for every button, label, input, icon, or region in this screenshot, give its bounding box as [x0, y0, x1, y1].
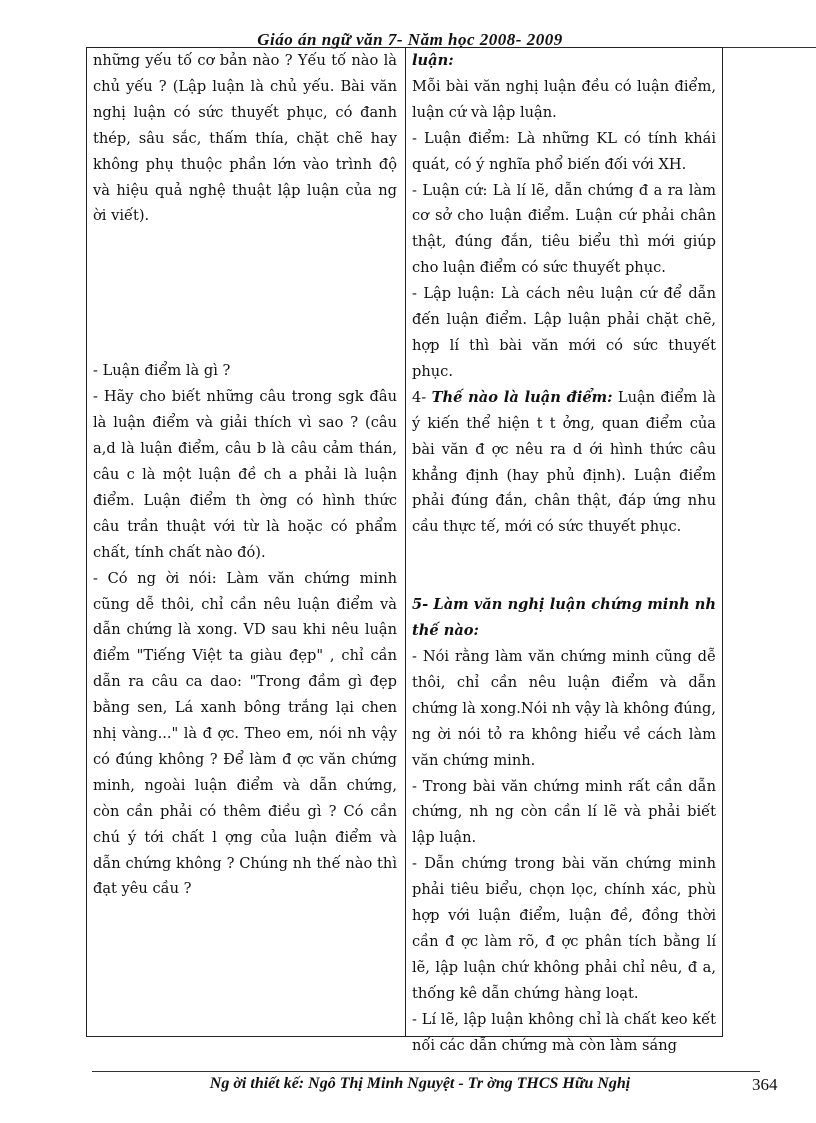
- section-5-heading: 5- Làm văn nghị luận chứng minh nh thế nào:: [412, 596, 716, 640]
- right-para-luan-diem: - Luận điểm: Là những KL có tính khái quát, có ý nghĩa phổ biến đối với XH.: [412, 129, 716, 173]
- section-4-body: Luận điểm là ý kiến thể hiện t t ởng, quan điểm của bài văn đ ợc nêu ra d ới hình thức câu khẳng định (hay phủ định). Luận điểm phải đúng đắn, chân thật, đáp ứng nhu cầu thực tế, mới có sức thuyết phục.: [412, 388, 716, 536]
- section-4-number: 4-: [412, 388, 427, 406]
- page-header-title: Giáo án ngữ văn 7- Năm học 2008- 2009: [257, 30, 563, 49]
- footer-rule: [92, 1071, 760, 1072]
- right-column: [412, 48, 716, 1059]
- footer-author: Ng ời thiết kế: Ngô Thị Minh Nguyệt - Tr ờng THCS Hữu Nghị: [209, 1075, 631, 1092]
- left-spacer: [93, 229, 397, 358]
- section-5-para-4: - Lí lẽ, lập luận không chỉ là chất keo kết nối các dẫn chứng mà còn làm sáng: [412, 1010, 716, 1054]
- left-block-intro: những yếu tố cơ bản nào ? Yếu tố nào là chủ yếu ? (Lập luận là chủ yếu. Bài văn nghị luận có sức thuyết phục, có đanh thép, sâu sắc, thấm thía, chặt chẽ hay không phụ thuộc phần lớn vào trình độ và hiệu quả nghệ thuật lập luận của ng ời viết).: [93, 52, 397, 225]
- right-heading-continued: luận:: [412, 52, 454, 69]
- right-para-luan-cu: - Luận cứ: Là lí lẽ, dẫn chứng đ a ra làm cơ sở cho luận điểm. Luận cứ phải chân thật, đúng đắn, tiêu biểu thì mới giúp cho luận điểm có sức thuyết phục.: [412, 181, 716, 277]
- section-5-para-1: - Nói rằng làm văn chứng minh cũng dễ thôi, chỉ cần nêu luận điểm và dẫn chứng là xong.Nói nh vậy là không đúng, ng ời nói tỏ ra không hiểu về cách làm văn chứng minh.: [412, 648, 716, 769]
- lesson-table: [86, 47, 723, 1054]
- section-5-para-2: - Trong bài văn chứng minh rất cần dẫn chứng, nh ng còn cần lí lẽ và phải biết lập luận.: [412, 777, 716, 847]
- section-4-heading: Thế nào là luận điểm:: [431, 388, 613, 406]
- right-spacer: [412, 540, 716, 592]
- right-para-1: Mỗi bài văn nghị luận đều có luận điểm, luận cứ và lập luận.: [412, 77, 716, 121]
- column-divider: [405, 48, 406, 1036]
- left-block-question-luan-diem: - Luận điểm là gì ?: [93, 362, 231, 380]
- left-column: [93, 48, 397, 902]
- left-block-chung-minh-question: - Có ng ời nói: Làm văn chứng minh cũng dễ thôi, chỉ cần nêu luận điểm và dẫn chứng là xong. VD sau khi nêu luận điểm "Tiếng Việt ta giàu đẹp" , chỉ cần dẫn ra câu ca dao: "Trong đầm gì đẹp bằng sen, Lá xanh bông trắng lại chen nhị vàng..." là đ ợc. Theo em, nói nh vậy có đúng không ? Để làm đ ợc văn chứng minh, ngoài luận điểm và dẫn chứng, còn cần phải có thêm điều gì ? Có cần chú ý tới chất l ợng của luận điểm và dẫn chứng không ? Chúng nh thế nào thì đạt yêu cầu ?: [93, 569, 397, 898]
- page-number: 364: [752, 1075, 778, 1094]
- section-5-para-3: - Dẫn chứng trong bài văn chứng minh phải tiêu biểu, chọn lọc, chính xác, phù hợp với luận điểm, luận đề, đồng thời cần đ ợc làm rõ, đ ợc phân tích bằng lí lẽ, lập luận chứ không phải chỉ nêu, đ a, thống kê dẫn chứng hàng loạt.: [412, 855, 716, 1002]
- left-block-sgk-question: - Hãy cho biết những câu trong sgk đâu là luận điểm và giải thích vì sao ? (câu a,d là luận điểm, câu b là câu cảm thán, câu c là một luận đề ch a phải là luận điểm. Luận điểm th ờng có hình thức câu trần thuật với từ là hoặc có phẩm chất, tính chất nào đó).: [93, 388, 397, 561]
- right-para-lap-luan: - Lập luận: Là cách nêu luận cứ để dẫn đến luận điểm. Lập luận phải chặt chẽ, hợp lí thì bài văn mới có sức thuyết phục.: [412, 285, 716, 380]
- section-4: [412, 385, 716, 540]
